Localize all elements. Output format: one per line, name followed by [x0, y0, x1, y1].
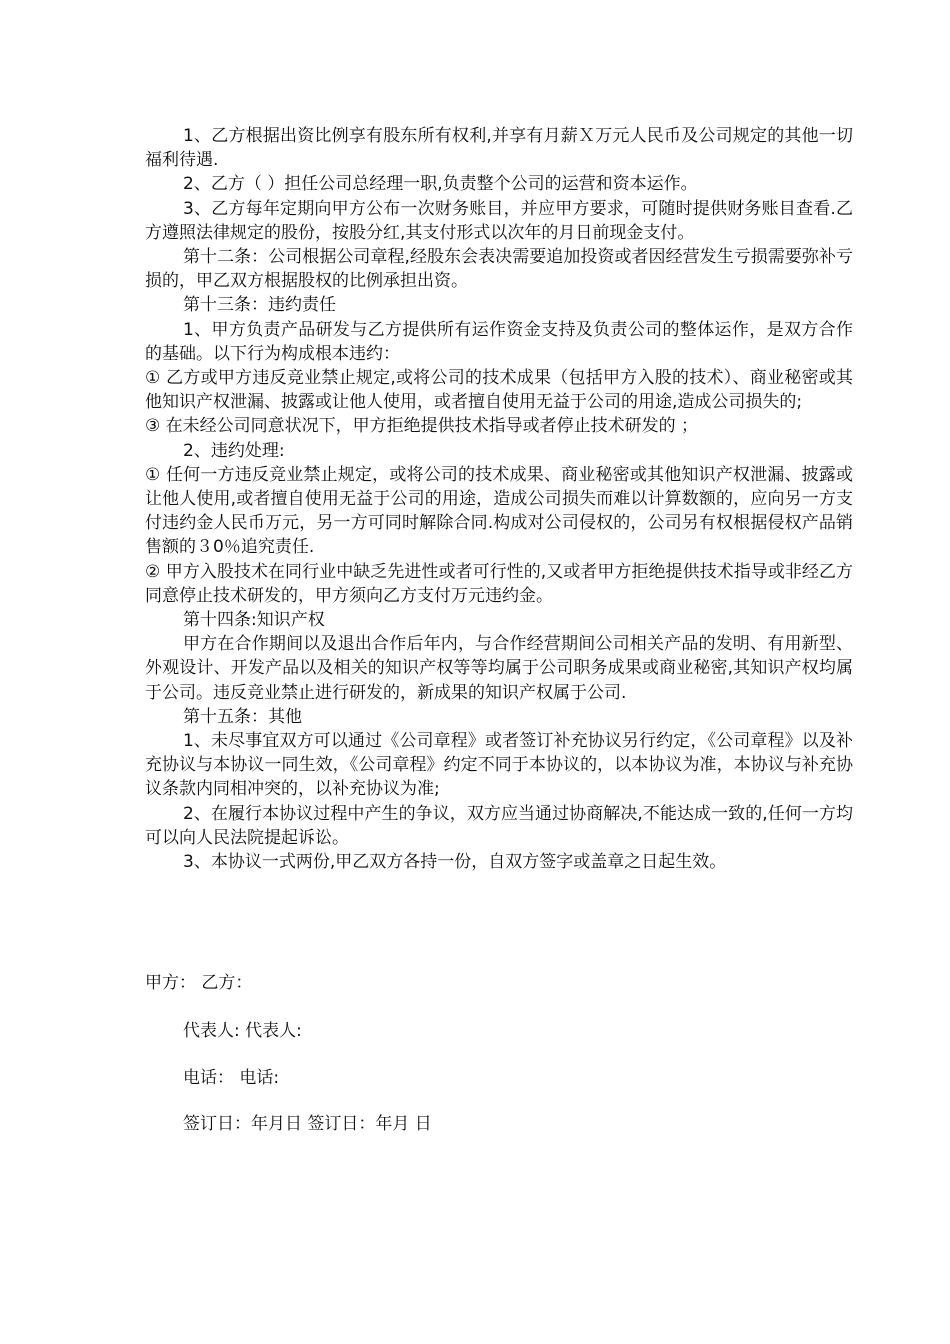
breach-handling-item: ② 甲方入股技术在同行业中缺乏先进性或者可行性的,又或者甲方拒绝提供技术指导或非经乙方同意停止技术研发的，甲方须向乙方支付万元违约金。 [145, 561, 853, 606]
document-body [145, 124, 853, 874]
clause-paragraph: 甲方在合作期间以及退出合作后年内，与合作经营期间公司相关产品的发明、有用新型、外观设计、开发产品以及相关的知识产权等等均属于公司职务成果或商业秘密,其知识产权均属于公司。违反竞业禁止进行研发的，新成果的知识产权属于公司. [145, 634, 853, 703]
article-15-heading: 第十五条：其他 [183, 706, 302, 727]
clause-paragraph: 3、乙方每年定期向甲方公布一次财务账目，并应甲方要求，可随时提供财务账目查看.乙方遵照法律规定的股份，按股分红,其支付形式以次年的月日前现金支付。 [145, 198, 853, 243]
signature-parties: 甲方： 乙方： [145, 973, 253, 993]
breach-item: ③ 在未经公司同意状况下，甲方拒绝提供技术指导或者停止技术研发的 ； [145, 416, 699, 437]
breach-item: ① 乙方或甲方违反竞业禁止规定,或将公司的技术成果（包括甲方入股的技术）、商业秘密或其他知识产权泄漏、披露或让他人使用，或者擅自使用无益于公司的用途,造成公司损失的; [145, 368, 853, 413]
clause-paragraph: 2、乙方（ ）担任公司总经理一职,负责整个公司的运营和资本运作。 [183, 174, 698, 195]
signature-representative: 代表人: 代表人: [183, 1021, 302, 1041]
signature-date: 签订日：年月日 签订日：年月 日 [183, 1114, 432, 1134]
signature-phone: 电话： 电话: [183, 1068, 280, 1088]
clause-paragraph: 3、本协议一式两份,甲乙双方各持一份，自双方签字或盖章之日起生效。 [183, 852, 727, 873]
clause-paragraph: 1、乙方根据出资比例享有股东所有权利,并享有月薪Ｘ万元人民币及公司规定的其他一切福利待遇. [145, 126, 853, 171]
clause-paragraph: 2、违约处理: [183, 440, 285, 461]
article-12-paragraph: 第十二条：公司根据公司章程,经股东会表决需要追加投资或者因经营发生亏损需要弥补亏损的，甲乙双方根据股权的比例承担出资。 [145, 247, 853, 292]
clause-paragraph: 1、未尽事宜双方可以通过《公司章程》或者签订补充协议另行约定，《公司章程》以及补充协议与本协议一同生效，《公司章程》约定不同于本协议的，以本协议为准，本协议与补充协议条款内同相冲突的，以补充协议为准; [145, 731, 853, 800]
clause-paragraph: 2、在履行本协议过程中产生的争议，双方应当通过协商解决,不能达成一致的,任何一方均可以向人民法院提起诉讼。 [145, 803, 853, 848]
article-14-heading: 第十四条:知识产权 [183, 610, 325, 631]
clause-paragraph: 1、甲方负责产品研发与乙方提供所有运作资金支持及负责公司的整体运作，是双方合作的基础。以下行为构成根本违约： [145, 319, 853, 364]
breach-handling-item: ① 任何一方违反竞业禁止规定，或将公司的技术成果、商业秘密或其他知识产权泄漏、披露或让他人使用,或者擅自使用无益于公司的用途，造成公司损失而难以计算数额的，应向另一方支付违约金人民币万元，另一方可同时解除合同.构成对公司侵权的，公司另有权根据侵权产品销售额的３0％追究责任. [145, 464, 853, 558]
article-13-heading: 第十三条：违约责任 [183, 295, 336, 316]
